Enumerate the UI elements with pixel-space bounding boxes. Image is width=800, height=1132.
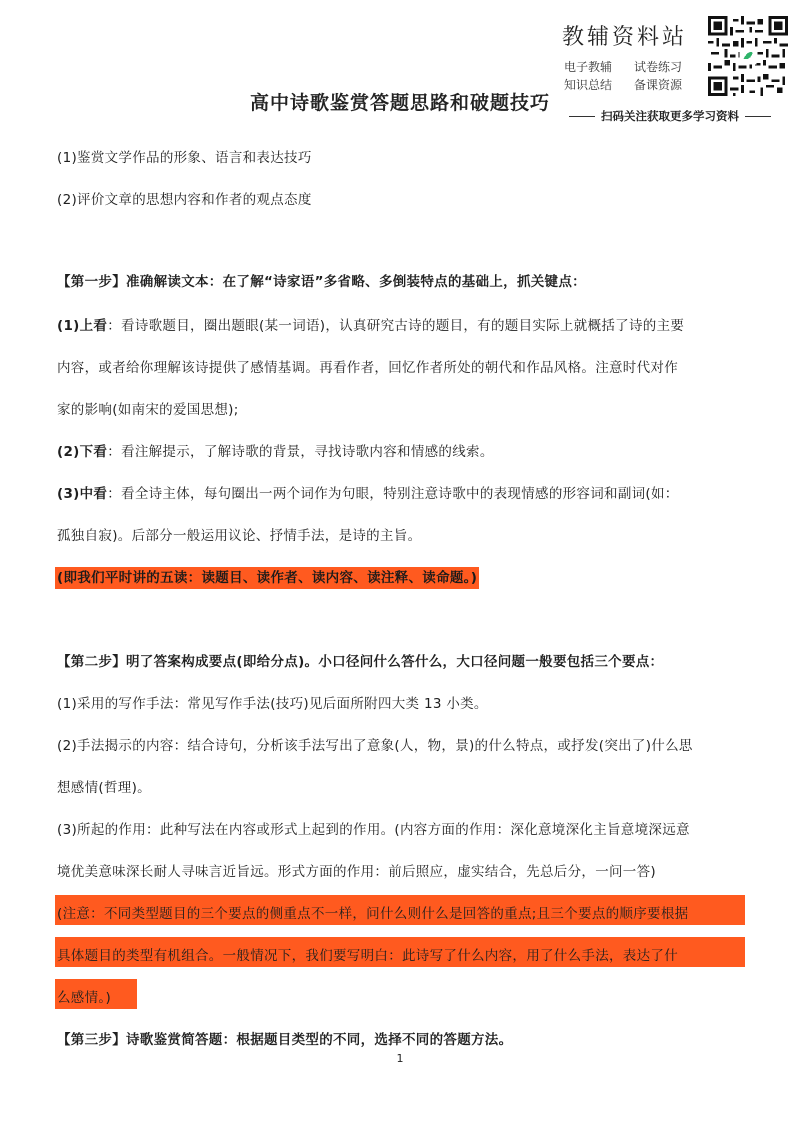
brand-link-resources[interactable]: 备课资源 [634,78,683,92]
step2-note-line: (注意：不同类型题目的三个要点的侧重点不一样，问什么则什么是回答的重点;且三个要点的顺序要根据 [57,906,689,922]
highlight-text: (即我们平时讲的五读：读题目、读作者、读内容、读注释、读命题。) [55,567,479,589]
step2-note-line: 么感情。) [57,990,112,1006]
step2-line: (3)所起的作用：此种写法在内容或形式上起到的作用。(内容方面的作用：深化意境深化主旨意境深远意 [57,822,690,838]
intro-line: (1)鉴赏文学作品的形象、语言和表达技巧 [57,150,312,166]
brand-link-exams[interactable]: 试卷练习 [634,60,683,74]
step3-heading: 【第三步】诗歌鉴赏简答题：根据题目类型的不同，选择不同的答题方法。 [57,1032,513,1048]
step2-line: 境优美意味深长耐人寻味言近旨远。形式方面的作用：前后照应，虚实结合，先总后分，一问一答) [57,864,656,880]
scan-note: 扫码关注获取更多学习资料 [556,108,784,124]
step1-p1-line: 内容，或者给你理解该诗提供了感情基调。再看作者，回忆作者所处的朝代和作品风格。注意时代对作 [57,360,678,376]
step1-p3-label: (3)中看 [57,486,108,502]
step1-p2-label: (2)下看 [57,444,108,460]
step2-line: 想感情(哲理)。 [57,780,151,796]
step2-heading: 【第二步】明了答案构成要点(即给分点)。小口径问什么答什么，大口径问题一般要包括三个要点： [57,654,664,670]
brand-link-summary[interactable]: 知识总结 [564,78,613,92]
step1-paragraph-1 [57,314,684,334]
step1-p1-text: ：看诗歌题目，圈出题眼(某一词语)，认真研究古诗的题目，有的题目实际上就概括了诗的主要 [107,318,685,334]
step2-line: (1)采用的写作手法：常见写作手法(技巧)见后面所附四大类 13 小类。 [57,696,488,712]
step1-paragraph-2 [57,440,494,460]
step1-p3-line: 孤独自寂)。后部分一般运用议论、抒情手法，是诗的主旨。 [57,528,422,544]
step1-p1-label: (1)上看 [57,318,108,334]
intro-line: (2)评价文章的思想内容和作者的观点态度 [57,192,312,208]
step1-highlight [55,566,479,586]
brand-title: 教辅资料站 [562,25,688,50]
step2-line: (2)手法揭示的内容：结合诗句，分析该手法写出了意象(人，物，景)的什么特点，或抒发(突出了)什么思 [57,738,693,754]
step1-p1-line: 家的影响(如南宋的爱国思想); [57,402,239,418]
step1-p2-text: ：看注解提示，了解诗歌的背景，寻找诗歌内容和情感的线索。 [107,444,494,460]
document-title: 高中诗歌鉴赏答题思路和破题技巧 [249,92,550,114]
step1-paragraph-3 [57,482,679,502]
step1-p3-text: ：看全诗主体，每句圈出一两个词作为句眼，特别注意诗歌中的表现情感的形容词和副词(如： [107,486,679,502]
step2-note-line: 具体题目的类型有机组合。一般情况下，我们要写明白：此诗写了什么内容，用了什么手法，表达了什 [57,948,678,964]
step1-heading: 【第一步】准确解读文本：在了解“诗家语”多省略、多倒装特点的基础上，抓关键点： [57,274,586,290]
brand-link-ebook[interactable]: 电子教辅 [564,60,613,74]
page-number: 1 [396,1052,404,1065]
qr-code-icon [708,16,788,96]
